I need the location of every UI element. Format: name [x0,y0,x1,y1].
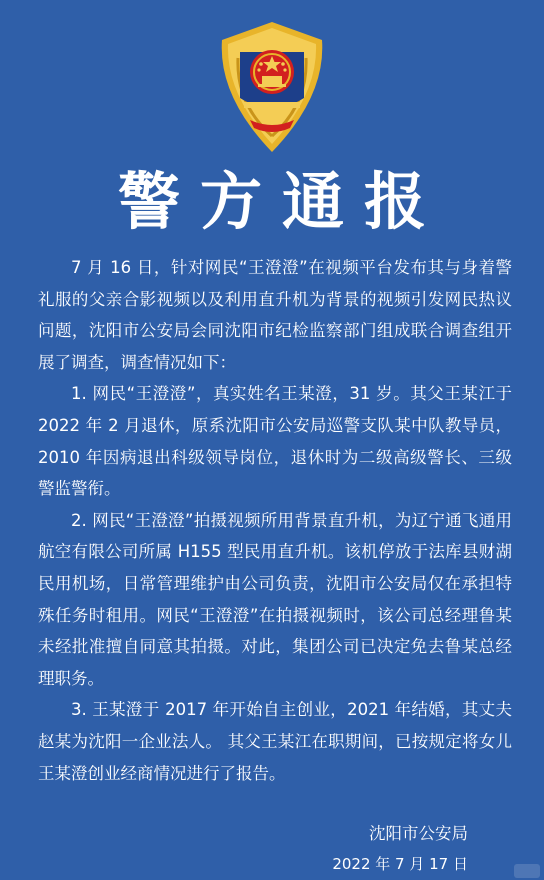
signature-date: 2022 年 7 月 17 日 [332,855,468,873]
page-title: 警方通报 [117,165,446,238]
police-badge-icon [210,18,334,156]
paragraph-3: 3. 王某澄于 2017 年开始自主创业，2021 年结婚，其丈夫赵某为沈阳一企业法人。 其父王某江在职期间，已按规定将女儿王某澄创业经商情况进行了报告。 [38,700,512,783]
paragraph-1: 1. 网民“王澄澄”，真实姓名王某澄，31 岁。其父王某江于 2022 年 2 月退休，原系沈阳市公安局巡警支队某中队教导员，2010 年因病退出科级领导岗位，退休时为二级高级警长、三级警监警衔。 [38,384,512,499]
signature-org: 沈阳市公安局 [369,824,468,843]
signature-block [332,818,468,880]
paragraph-2: 2. 网民“王澄澄”拍摄视频所用背景直升机，为辽宁通飞通用航空有限公司所属 H155 型民用直升机。该机停放于法库县财湖民用机场，日常管理维护由公司负责，沈阳市公安局仅在承担特殊任务时租用。网民“王澄澄”在拍摄视频时，该公司总经理鲁某未经批准擅自同意其拍摄。对此，集团公司已决定免去鲁某总经理职务。 [38,510,512,688]
paragraph-intro: 7 月 16 日，针对网民“王澄澄”在视频平台发布其与身着警礼服的父亲合影视频以及利用直升机为背景的视频引发网民热议问题，沈阳市公安局会同沈阳市纪检监察部门组成联合调查组开展了调查，调查情况如下： [38,258,512,372]
watermark-mark [514,864,540,878]
notice-body [38,252,512,789]
